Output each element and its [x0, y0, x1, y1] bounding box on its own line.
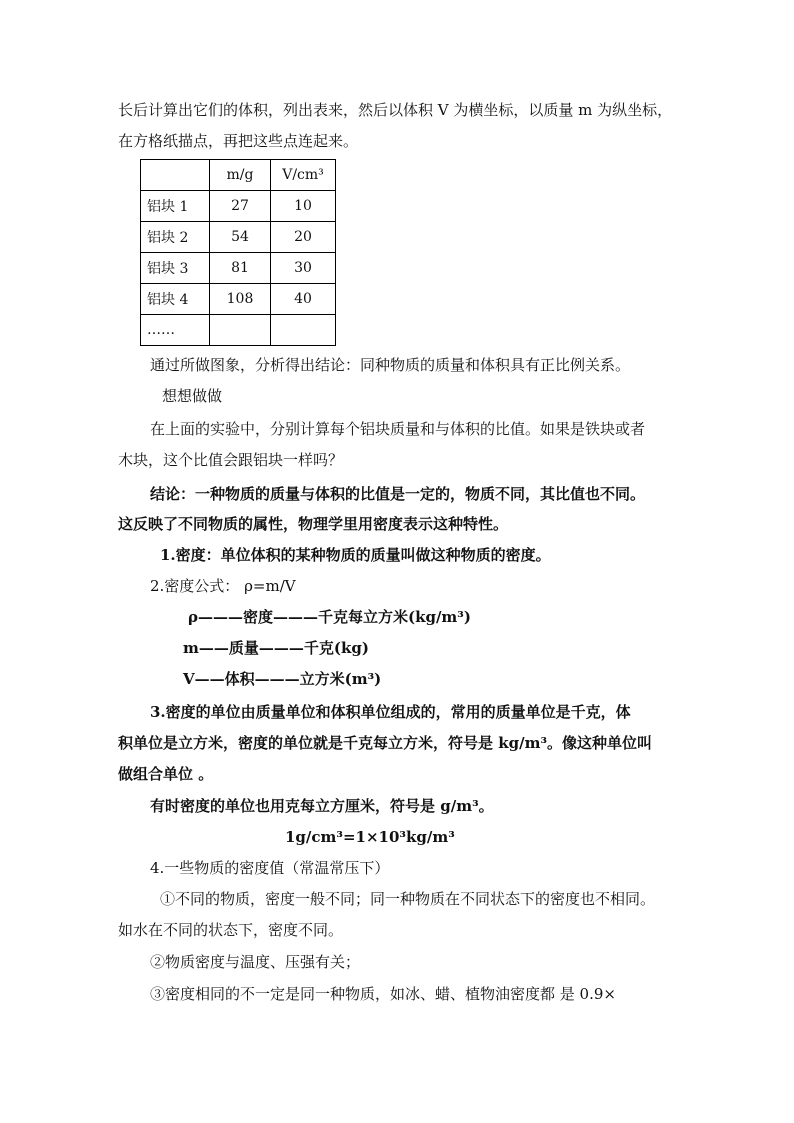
conclusion-line-1: 结论：一种物质的质量与体积的比值是一定的，物质不同，其比值也不同。	[150, 485, 646, 503]
table-header-cell: m/g	[210, 160, 271, 191]
table-row	[141, 222, 336, 253]
unit-line-2: 积单位是立方米，密度的单位就是千克每立方米，符号是 kg/m³。像这种单位叫	[118, 734, 653, 752]
table-row	[141, 253, 336, 284]
section-title-think: 想想做做	[162, 387, 223, 405]
volume-cell: 40	[271, 284, 336, 315]
row-label: 铝块 4	[141, 284, 210, 315]
row-label: 铝块 3	[141, 253, 210, 284]
density-definition: 1.密度：单位体积的某种物质的质量叫做这种物质的密度。	[160, 546, 551, 564]
volume-cell: 20	[271, 222, 336, 253]
values-point-3: ③密度相同的不一定是同一种物质，如冰、蜡、植物油密度都 是 0.9×	[150, 985, 616, 1003]
values-point-1-line-2: 如水在不同的状态下，密度不同。	[118, 921, 344, 939]
table-header-row	[141, 160, 336, 191]
formula-m: m——质量———千克(kg)	[183, 639, 369, 657]
question-line-1: 在上面的实验中，分别计算每个铝块质量和与体积的比值。如果是铁块或者	[150, 420, 646, 438]
volume-cell: 10	[271, 191, 336, 222]
row-label: ……	[141, 315, 210, 346]
aluminum-data-table	[140, 159, 336, 346]
table-row	[141, 191, 336, 222]
table-row	[141, 315, 336, 346]
volume-cell	[271, 315, 336, 346]
values-point-1-line-1: ①不同的物质，密度一般不同；同一种物质在不同状态下的密度也不相同。	[160, 890, 656, 908]
intro-line-1: 长后计算出它们的体积，列出表来，然后以体积 V 为横坐标，以质量 m 为纵坐标，	[118, 101, 673, 119]
volume-cell: 30	[271, 253, 336, 284]
question-line-2: 木块，这个比值会跟铝块一样吗？	[118, 451, 344, 469]
unit-line-3: 做组合单位 。	[118, 765, 214, 783]
unit-line-4: 有时密度的单位也用克每立方厘米，符号是 g/m³。	[150, 797, 494, 815]
conclusion-proportional: 通过所做图象，分析得出结论：同种物质的质量和体积具有正比例关系。	[150, 356, 631, 374]
unit-line-1: 3.密度的单位由质量单位和体积单位组成的，常用的质量单位是千克，体	[150, 703, 631, 721]
values-title: 4.一些物质的密度值（常温常压下）	[150, 859, 390, 877]
conclusion-line-2: 这反映了不同物质的属性，物理学里用密度表示这种特性。	[118, 515, 509, 533]
table-row	[141, 284, 336, 315]
row-label: 铝块 2	[141, 222, 210, 253]
table-header-cell	[141, 160, 210, 191]
row-label: 铝块 1	[141, 191, 210, 222]
mass-cell: 81	[210, 253, 271, 284]
intro-line-2: 在方格纸描点，再把这些点连起来。	[118, 132, 359, 150]
mass-cell: 27	[210, 191, 271, 222]
mass-cell	[210, 315, 271, 346]
formula-rho: ρ———密度———千克每立方米(kg/m³)	[188, 608, 471, 626]
values-point-2: ②物质密度与温度、压强有关；	[150, 953, 361, 971]
mass-cell: 108	[210, 284, 271, 315]
mass-cell: 54	[210, 222, 271, 253]
formula-v: V——体积———立方米(m³)	[183, 670, 382, 688]
table-header-cell: V/cm³	[271, 160, 336, 191]
unit-conversion: 1g/cm³=1×10³kg/m³	[285, 828, 455, 846]
formula-title: 2.密度公式： ρ=m/V	[150, 577, 296, 595]
